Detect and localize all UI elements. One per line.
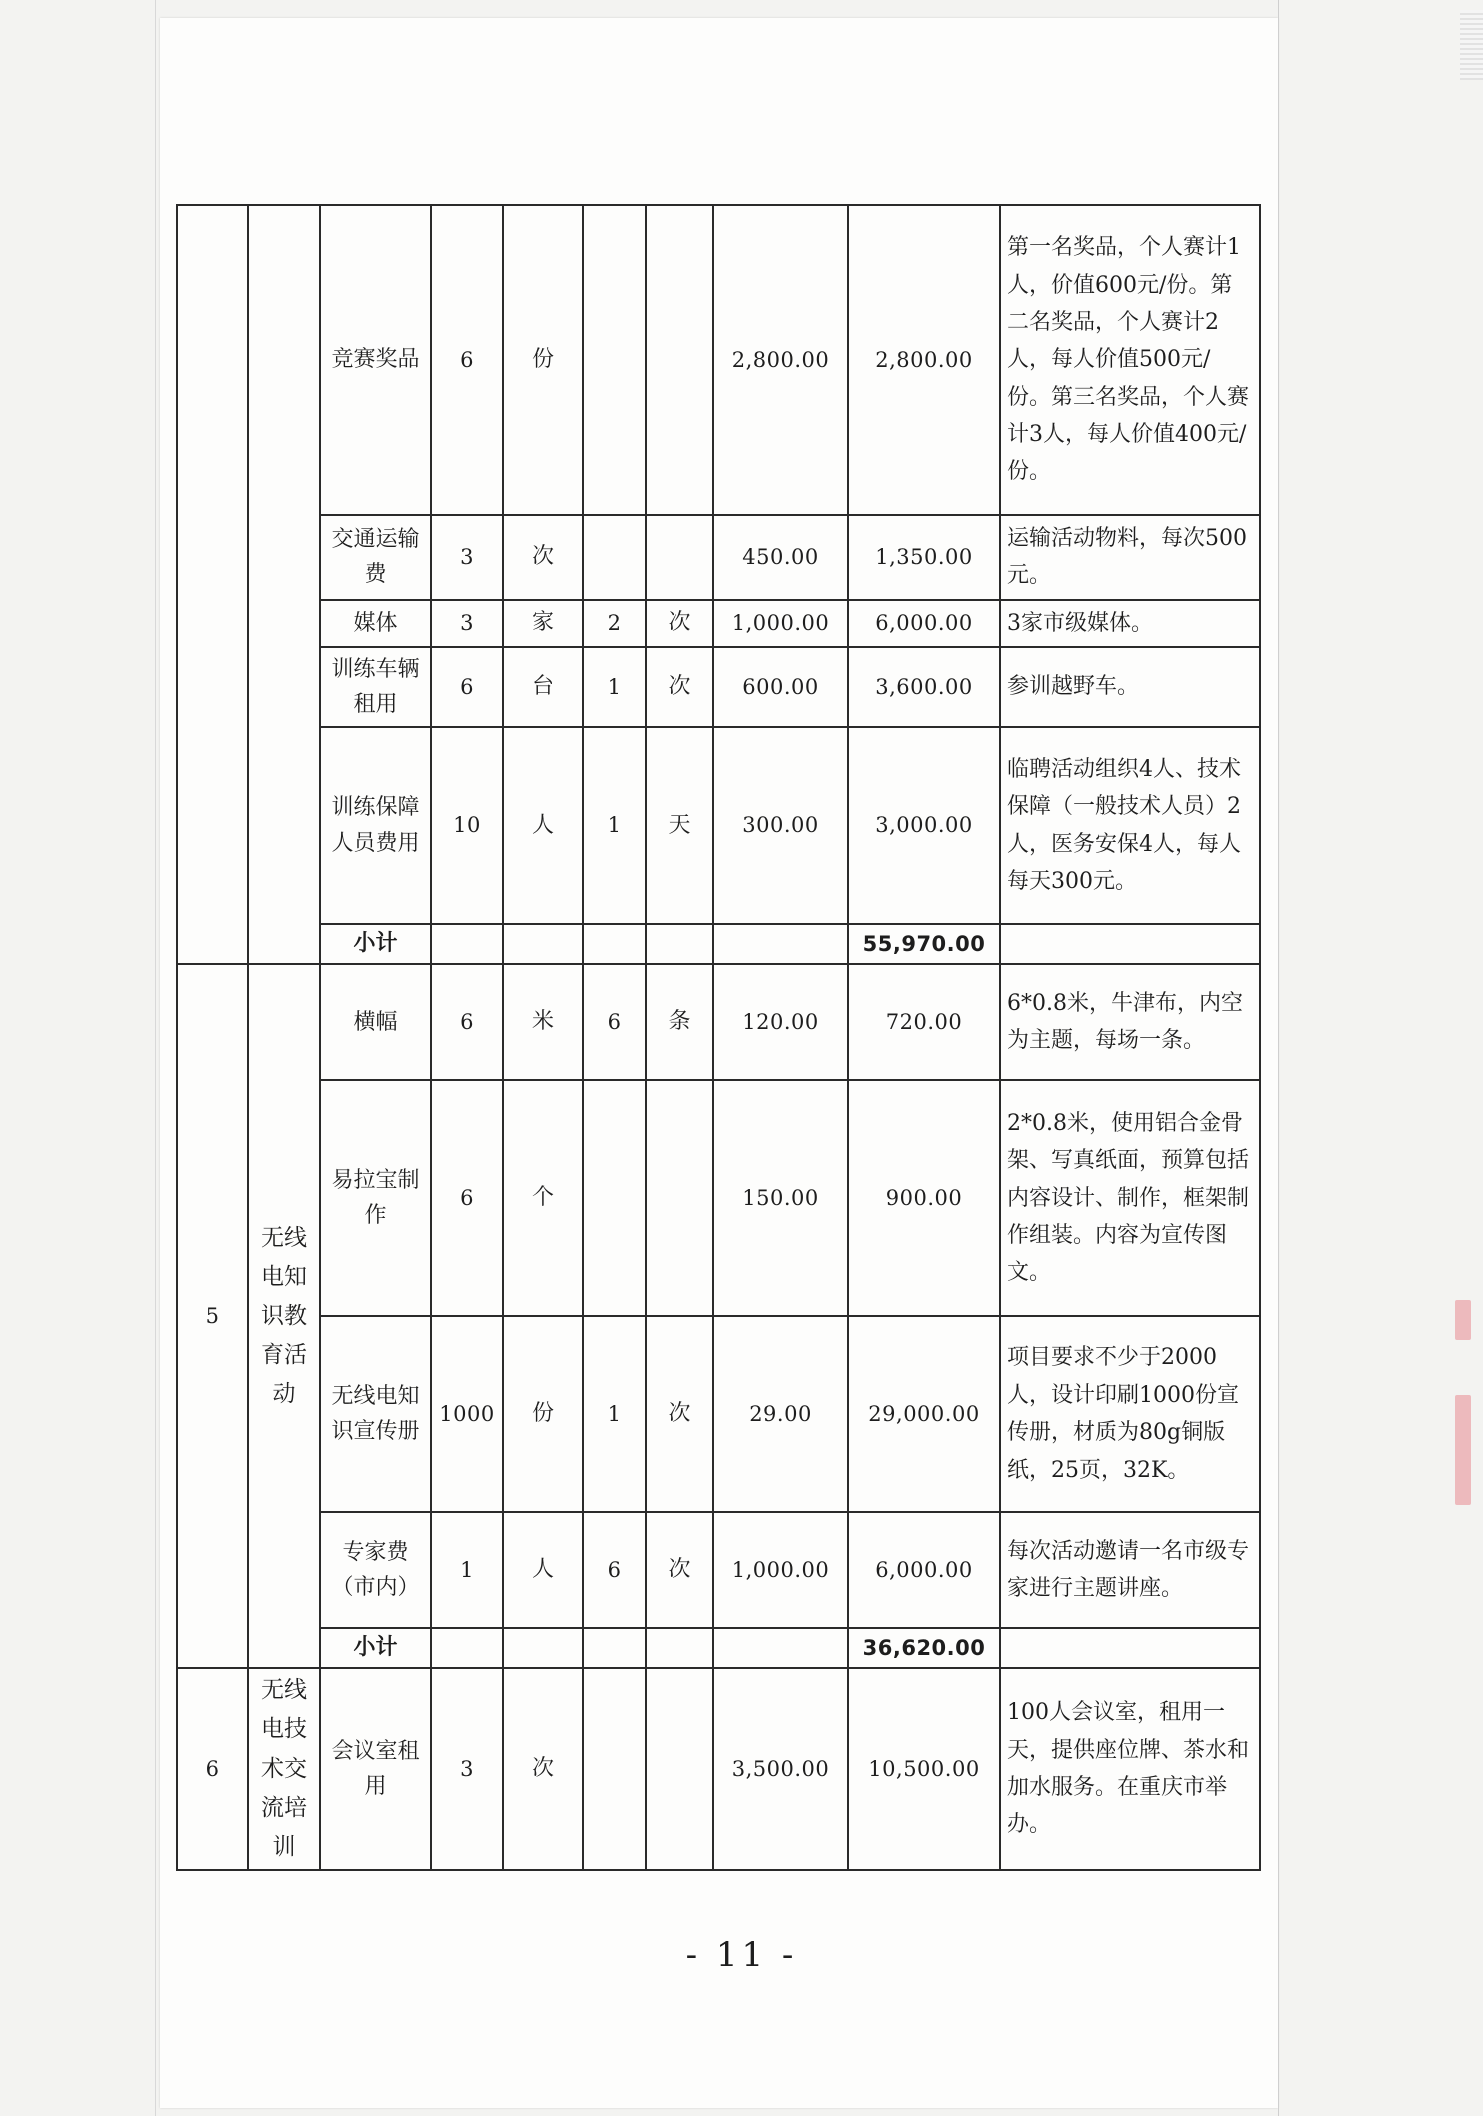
times-unit-cell: 次 [646,1512,713,1628]
subtotal-amount: 55,970.00 [848,924,1000,964]
qty-cell: 6 [431,1080,503,1316]
item-cell: 无线电知识宣传册 [320,1316,431,1512]
subtotal-label: 小计 [320,1628,431,1668]
category-cell [248,205,320,964]
empty-cell [646,924,713,964]
times-unit-cell [646,1080,713,1316]
times-cell [583,515,646,600]
item-cell: 横幅 [320,964,431,1080]
times-unit-cell: 次 [646,600,713,647]
unit-cell: 人 [503,727,583,924]
unit-cell: 次 [503,515,583,600]
page-number: - 11 - [685,1935,798,1975]
qty-cell: 3 [431,515,503,600]
amount-cell: 900.00 [848,1080,1000,1316]
times-unit-cell: 次 [646,647,713,727]
table-row [177,727,1260,924]
subtotal-row [177,924,1260,964]
table-row [177,1316,1260,1512]
times-unit-cell: 次 [646,1316,713,1512]
table-row [177,1668,1260,1869]
unit-cell: 份 [503,205,583,515]
price-cell: 150.00 [713,1080,848,1316]
item-cell: 竞赛奖品 [320,205,431,515]
empty-cell [646,1628,713,1668]
scan-edge [1460,10,1483,80]
empty-cell [713,924,848,964]
seq-cell: 5 [177,964,248,1668]
table-row [177,1512,1260,1628]
unit-cell: 人 [503,1512,583,1628]
amount-cell: 29,000.00 [848,1316,1000,1512]
empty-cell [431,1628,503,1668]
note-cell: 3家市级媒体。 [1000,600,1260,647]
empty-cell [503,1628,583,1668]
item-cell: 交通运输费 [320,515,431,600]
left-margin-line [155,0,156,2116]
price-cell: 300.00 [713,727,848,924]
price-cell: 600.00 [713,647,848,727]
note-cell: 每次活动邀请一名市级专家进行主题讲座。 [1000,1512,1260,1628]
empty-cell [583,924,646,964]
times-unit-cell [646,1668,713,1869]
amount-cell: 2,800.00 [848,205,1000,515]
times-cell: 6 [583,1512,646,1628]
table-row [177,515,1260,600]
times-cell [583,1080,646,1316]
amount-cell: 720.00 [848,964,1000,1080]
empty-cell [713,1628,848,1668]
qty-cell: 6 [431,205,503,515]
table-row [177,600,1260,647]
category-cell: 无线电技术交流培训 [248,1668,320,1869]
item-cell: 媒体 [320,600,431,647]
price-cell: 120.00 [713,964,848,1080]
amount-cell: 1,350.00 [848,515,1000,600]
seq-cell: 6 [177,1668,248,1869]
empty-cell [583,1628,646,1668]
unit-cell: 次 [503,1668,583,1869]
times-cell: 1 [583,647,646,727]
table-row [177,647,1260,727]
times-unit-cell: 天 [646,727,713,924]
table-row [177,205,1260,515]
qty-cell: 6 [431,647,503,727]
unit-cell: 台 [503,647,583,727]
empty-cell [431,924,503,964]
right-margin-line [1278,0,1279,2116]
note-cell: 临聘活动组织4人、技术保障（一般技术人员）2人，医务安保4人，每人每天300元。 [1000,727,1260,924]
qty-cell: 6 [431,964,503,1080]
times-cell: 1 [583,727,646,924]
times-cell: 1 [583,1316,646,1512]
qty-cell: 10 [431,727,503,924]
unit-cell: 个 [503,1080,583,1316]
subtotal-row [177,1628,1260,1668]
item-cell: 训练保障人员费用 [320,727,431,924]
qty-cell: 3 [431,600,503,647]
times-unit-cell [646,205,713,515]
note-cell: 项目要求不少于2000人，设计印刷1000份宣传册，材质为80g铜版纸，25页，32K。 [1000,1316,1260,1512]
amount-cell: 10,500.00 [848,1668,1000,1869]
price-cell: 3,500.00 [713,1668,848,1869]
qty-cell: 3 [431,1668,503,1869]
subtotal-amount: 36,620.00 [848,1628,1000,1668]
empty-cell [503,924,583,964]
note-cell: 2*0.8米，使用铝合金骨架、写真纸面，预算包括内容设计、制作，框架制作组装。内容为宣传图文。 [1000,1080,1260,1316]
times-cell [583,205,646,515]
times-unit-cell: 条 [646,964,713,1080]
item-cell: 训练车辆租用 [320,647,431,727]
times-cell: 2 [583,600,646,647]
times-cell [583,1668,646,1869]
amount-cell: 6,000.00 [848,600,1000,647]
amount-cell: 3,000.00 [848,727,1000,924]
table-row [177,964,1260,1080]
amount-cell: 3,600.00 [848,647,1000,727]
unit-cell: 米 [503,964,583,1080]
note-cell: 第一名奖品，个人赛计1人，价值600元/份。第二名奖品，个人赛计2人，每人价值500元/份。第三名奖品，个人赛计3人，每人价值400元/份。 [1000,205,1260,515]
price-cell: 1,000.00 [713,1512,848,1628]
qty-cell: 1000 [431,1316,503,1512]
category-cell: 无线电知识教育活动 [248,964,320,1668]
price-cell: 450.00 [713,515,848,600]
note-cell: 参训越野车。 [1000,647,1260,727]
budget-table [176,204,1261,1871]
unit-cell: 份 [503,1316,583,1512]
price-cell: 1,000.00 [713,600,848,647]
note-cell: 100人会议室，租用一天，提供座位牌、茶水和加水服务。在重庆市举办。 [1000,1668,1260,1869]
price-cell: 29.00 [713,1316,848,1512]
item-cell: 易拉宝制作 [320,1080,431,1316]
price-cell: 2,800.00 [713,205,848,515]
times-cell: 6 [583,964,646,1080]
seal-mark [1455,1300,1471,1340]
item-cell: 专家费（市内） [320,1512,431,1628]
unit-cell: 家 [503,600,583,647]
qty-cell: 1 [431,1512,503,1628]
item-cell: 会议室租用 [320,1668,431,1869]
empty-cell [1000,924,1260,964]
amount-cell: 6,000.00 [848,1512,1000,1628]
table-row [177,1080,1260,1316]
subtotal-label: 小计 [320,924,431,964]
times-unit-cell [646,515,713,600]
note-cell: 运输活动物料，每次500元。 [1000,515,1260,600]
seal-mark [1455,1395,1471,1505]
empty-cell [1000,1628,1260,1668]
note-cell: 6*0.8米，牛津布，内空为主题，每场一条。 [1000,964,1260,1080]
seq-cell [177,205,248,964]
